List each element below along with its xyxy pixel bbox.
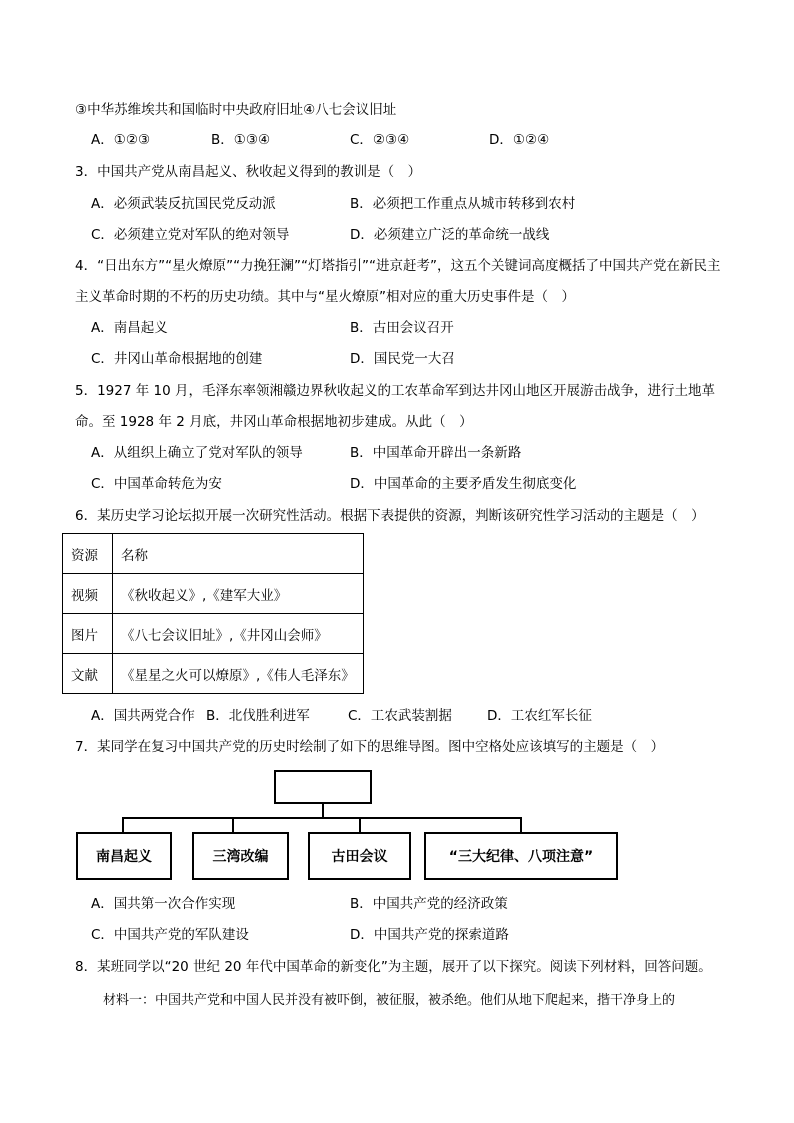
option-a: A．从组织上确立了党对军队的领导 [91,445,303,461]
question-7-stem: 7．某同学在复习中国共产党的历史时绘制了如下的思维导图。图中空格处应该填写的主题是（ ） [75,739,665,755]
option-d: D．工农红军长征 [487,708,592,724]
resource-table [62,533,364,694]
option-a: A．①②③ [91,132,151,148]
q2-continuation-line: ③中华苏维埃共和国临时中央政府旧址④八七会议旧址 [75,102,397,118]
question-4-stem-line2: 主义革命时期的不朽的历史功绩。其中与“星火燎原”相对应的重大历史事件是（ ） [75,289,575,305]
connector [322,804,324,818]
table-cell: 《星星之火可以燎原》,《伟人毛泽东》 [113,654,364,694]
connector [520,817,522,833]
table-row [63,614,364,654]
option-a: A．必须武装反抗国民党反动派 [91,196,276,212]
mindmap-node-discipline: “三大纪律、八项注意” [424,832,618,880]
option-c: C．工农武装割据 [348,708,452,724]
option-d: D．中国革命的主要矛盾发生彻底变化 [350,476,577,492]
connector [122,817,124,833]
question-3-stem: 3．中国共产党从南昌起义、秋收起义得到的教训是（ ） [75,164,422,180]
question-5-stem-line1: 5．1927 年 10 月，毛泽东率领湘赣边界秋收起义的工农革命军到达井冈山地区开展游击战争，进行土地革 [75,383,715,399]
option-b: B．中国共产党的经济政策 [350,896,508,912]
option-b: B．中国革命开辟出一条新路 [350,445,522,461]
mindmap-node-gutian: 古田会议 [308,832,411,880]
material-one-text: 材料一：中国共产党和中国人民并没有被吓倒，被征服，被杀绝。他们从地下爬起来，揩干净身上的 [103,993,676,1008]
option-b: B．①③④ [211,132,271,148]
option-c: C．②③④ [350,132,410,148]
option-d: D．国民党一大召 [350,351,455,367]
mindmap-root-box [274,770,372,804]
mindmap-node-nanchang: 南昌起义 [76,832,172,880]
table-row [63,574,364,614]
option-a: A．南昌起义 [91,320,168,336]
table-cell: 《八七会议旧址》,《井冈山会师》 [113,614,364,654]
mindmap-node-sanwan: 三湾改编 [192,832,289,880]
option-c: C．井冈山革命根据地的创建 [91,351,263,367]
option-c: C．中国共产党的军队建设 [91,927,249,943]
connector [232,817,234,833]
option-c: C．中国革命转危为安 [91,476,222,492]
table-cell: 图片 [63,614,113,654]
table-row [63,534,364,574]
table-cell: 名称 [113,534,364,574]
connector [359,817,361,833]
option-a: A．国共两党合作 [91,708,195,724]
table-cell: 视频 [63,574,113,614]
question-5-stem-line2: 命。至 1928 年 2 月底，井冈山革命根据地初步建成。从此（ ） [75,414,473,430]
question-6-stem: 6．某历史学习论坛拟开展一次研究性活动。根据下表提供的资源，判断该研究性学习活动的主题是（ ） [75,508,705,524]
table-row [63,654,364,694]
option-d: D．必须建立广泛的革命统一战线 [350,227,550,243]
question-4-stem-line1: 4．“日出东方”“星火燎原”“力挽狂澜”“灯塔指引”“进京赶考”，这五个关键词高度概括了中国共产党在新民主 [75,258,721,274]
table-cell: 资源 [63,534,113,574]
option-b: B．北伐胜利进军 [206,708,310,724]
table-cell: 《秋收起义》,《建军大业》 [113,574,364,614]
option-b: B．必须把工作重点从城市转移到农村 [350,196,576,212]
connector [122,817,521,819]
option-b: B．古田会议召开 [350,320,454,336]
option-c: C．必须建立党对军队的绝对领导 [91,227,290,243]
table-cell: 文献 [63,654,113,694]
option-d: D．中国共产党的探索道路 [350,927,509,943]
option-a: A．国共第一次合作实现 [91,896,236,912]
option-d: D．①②④ [489,132,550,148]
question-8-stem: 8．某班同学以“20 世纪 20 年代中国革命的新变化”为主题，展开了以下探究。阅读下列材料，回答问题。 [75,959,712,975]
